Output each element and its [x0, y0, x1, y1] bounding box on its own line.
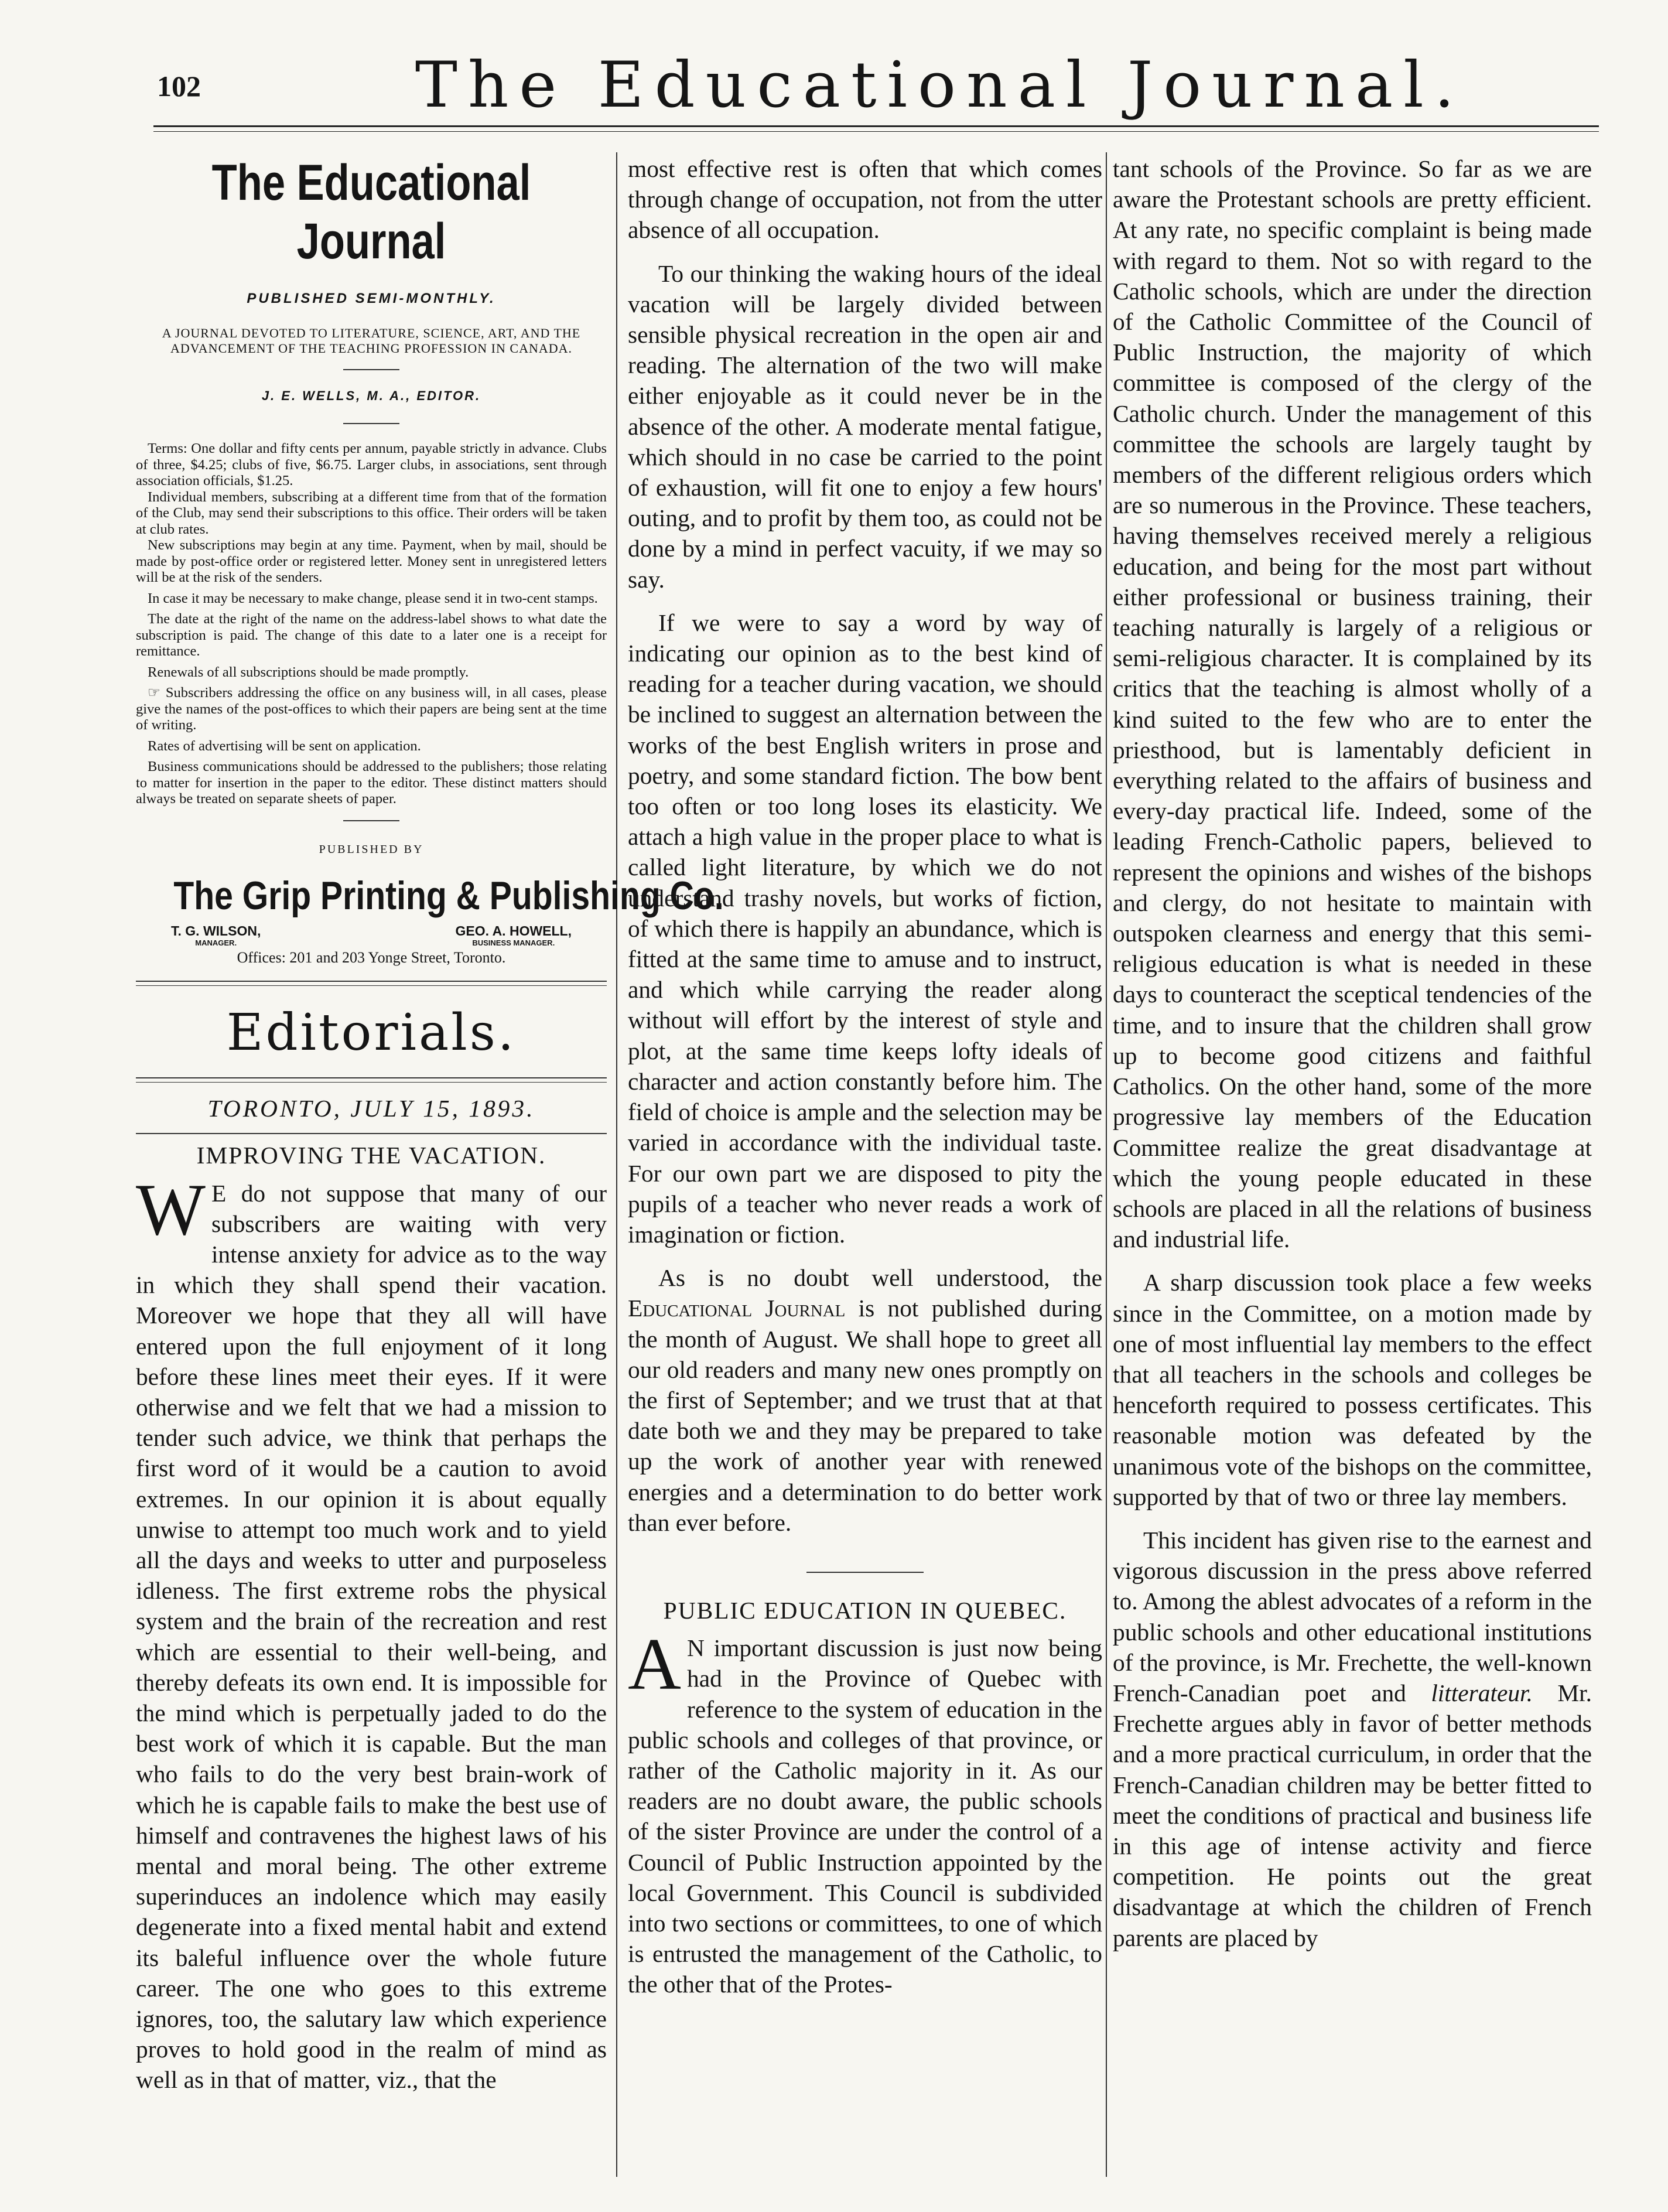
- manager-title: MANAGER.: [195, 938, 237, 948]
- article-heading: IMPROVING THE VACATION.: [196, 1142, 546, 1169]
- terms-item: In case it may be necessary to make change, please send it in two-cent stamps.: [148, 590, 598, 606]
- business-manager-name: GEO. A. HOWELL,: [455, 923, 572, 939]
- drop-cap: W: [136, 1169, 206, 1251]
- journal-title: The Educational Journal: [211, 155, 531, 269]
- column-3: [1113, 153, 1592, 1953]
- journal-description: A JOURNAL DEVOTED TO LITERATURE, SCIENCE, ART, AND THE ADVANCEMENT OF THE TEACHING PROFESSION IN CANADA.: [162, 326, 581, 356]
- drop-cap: A: [628, 1624, 681, 1706]
- manager: [171, 923, 261, 948]
- terms-item: ☞ Subscribers addressing the office on any business will, in all cases, please give the names of the post-offices to which their papers are being sent at the time of writing.: [136, 685, 607, 733]
- terms-item: Rates of advertising will be sent on application.: [148, 738, 421, 754]
- publisher-name: The Grip Printing & Publishing Co.: [173, 873, 724, 919]
- article-paragraph: [1113, 1525, 1592, 1953]
- rule: [343, 820, 399, 821]
- paragraph-text: N important discussion is just now being had in the Province of Quebec with reference to the system of education in the public schools and colleges of that province, or rather of the Catholic majority in it. As our readers are no doubt aware, the public schools of the sister Province are under the control of a Council of Public Instruction appointed by the local Government. This Council is subdivided into two sections or committees, to one of which is entrusted the management of the Catholic, to the other that of the Protes-: [628, 1634, 1102, 1998]
- article-paragraph: If we were to say a word by way of indicating our opinion as to the best kind of reading for a teacher during vacation, we should be inclined to suggest an alternation between the works of the best English writers in prose and poetry, and some standard fiction. The bow bent too often or too long loses its elasticity. We attach a high value in the proper place to what is called light literature, by which we do not understand trashy novels, but works of fiction, of which there is happily an abundance, which is fitted at the same time to amuse and to instruct, and which while carrying the reader along without will effort by the interest of style and plot, at the same time keeps lofty ideals of character and action constantly before him. The field of choice is ample and the selection may be varied in accordance with the individual taste. For our own part we are disposed to pity the pupils of a teacher who never reads a work of imagination or fiction.: [628, 609, 1102, 1248]
- rule: [343, 369, 399, 370]
- rule: [136, 1133, 607, 1134]
- offices-address: Offices: 201 and 203 Yonge Street, Toronto.: [237, 949, 506, 967]
- terms-item: Individual members, subscribing at a different time from that of the formation of the Club, may send their subscriptions to this office. Their orders will be taken at club rates.: [136, 489, 607, 537]
- column-divider: [1106, 152, 1107, 2177]
- masthead-title: The Educational Journal.: [415, 49, 1465, 122]
- journal-name: Educational Journal: [628, 1295, 846, 1322]
- article-paragraph: To our thinking the waking hours of the ideal vacation will be largely divided between sensible physical recreation in the open air and reading. The alternation of the two will make either enjoyable as it could never be in the absence of the other. A moderate mental fatigue, which should in no case be carried to the point of exhaustion, will fit one to enjoy a few hours' outing, and to profit by them too, as could not be done by a mind in perfect vacuity, if we may so say.: [628, 260, 1102, 593]
- column-1: [136, 153, 724, 2095]
- journal-subtitle: PUBLISHED SEMI-MONTHLY.: [247, 291, 496, 306]
- column-2: [628, 153, 1102, 2000]
- paragraph-text: This incident has given rise to the earnest and vigorous discussion in the press above referred to. Among the ablest advocates of a reform in the public schools and other educational institutions of the province, is Mr. Frechette, the well-known French-Canadian poet and: [1113, 1526, 1592, 1706]
- article-paragraph: [628, 1262, 1102, 1538]
- subscription-terms: [136, 441, 607, 807]
- article-heading: PUBLIC EDUCATION IN QUEBEC.: [663, 1596, 1067, 1624]
- publisher-staff: [136, 919, 607, 948]
- terms-item: Renewals of all subscriptions should be made promptly.: [148, 664, 469, 680]
- business-manager-title: BUSINESS MANAGER.: [472, 938, 555, 948]
- section-title: Editorials.: [226, 1003, 517, 1063]
- header-rule-thin: [153, 131, 1599, 132]
- manager-name: T. G. WILSON,: [171, 923, 261, 939]
- terms-item: New subscriptions may begin at any time. Payment, when by mail, should be made by post-office order or registered letter. Money sent in unregistered letters will be at the risk of the senders.: [136, 537, 607, 586]
- editor-line: J. E. WELLS, M. A., EDITOR.: [261, 388, 481, 404]
- paragraph-text: E do not suppose that many of our subscribers are waiting with very intense anxiety for advice as to the way in which they shall spend their vacation. Moreover we hope that they all will have entered upon the full enjoyment of it long before these lines meet their eyes. If it were otherwise and we felt that we had a mission to tender such advice, we think that perhaps the first word of it would be a caution to avoid extremes. In our opinion it is about equally unwise to attempt too much work and to yield all the days and weeks to utter and purposeless idleness. The first extreme robs the physical system and the brain of the recreation and rest which are essential to their well-being, and thereby defeats its own end. It is impossible for the mind which is perpetually jaded to do the best work of which it is capable. But the man who fails to do the very best brain-work of which he is capable fails to make the best use of himself and contravenes the highest laws of his mental and moral being. The other extreme superinduces an indolence which may easily degenerate into a fixed mental habit and extend its baleful influence over the whole future career. The one who goes to this extreme ignores, too, the salutary law which experience proves to hold good in the realm of mind as well as in that of matter, viz., that the: [136, 1179, 607, 2094]
- article-paragraph: most effective rest is often that which comes through change of occupation, not from the utter absence of all occupation.: [628, 155, 1102, 244]
- rule: [343, 423, 399, 424]
- article-paragraph: [136, 1169, 607, 2095]
- rule: [806, 1572, 924, 1573]
- italic-word: litterateur.: [1431, 1679, 1533, 1706]
- page-number: 102: [157, 70, 201, 103]
- rule: [136, 1077, 607, 1083]
- paragraph-text: is not published during the month of August. We shall hope to greet all our old readers and many new ones promptly on the first of September; and we trust that at that date both we and they may be prepared to take up the work of another year with renewed energies and a determination to do better work than ever before.: [628, 1295, 1102, 1536]
- dateline: TORONTO, JULY 15, 1893.: [207, 1095, 535, 1122]
- published-by: PUBLISHED BY: [319, 842, 424, 856]
- business-manager: [456, 923, 572, 948]
- terms-item: Business communications should be addressed to the publishers; those relating to matter for insertion in the paper to the editor. These distinct matters should always be treated on separate sheets of paper.: [136, 759, 607, 807]
- column-divider: [616, 152, 617, 2177]
- header-rule: [153, 125, 1599, 127]
- article-paragraph: A sharp discussion took place a few weeks since in the Committee, on a motion made by one of most influential lay members to the effect that all teachers in the schools and colleges be henceforth required to possess certificates. This reasonable motion was defeated by the unanimous vote of the bishops on the committee, supported by that of two or three lay members.: [1113, 1269, 1592, 1510]
- rule: [136, 981, 607, 986]
- terms-item: The date at the right of the name on the address-label shows to what date the subscription is paid. The change of this date to a later one is a receipt for remittance.: [136, 611, 607, 660]
- article-paragraph: tant schools of the Province. So far as we are aware the Protestant schools are pretty efficient. At any rate, no specific complaint is being made with regard to them. Not so with regard to the Catholic schools, which are under the direction of the Catholic Committee of the Council of Public Instruction, the majority of which committee is composed of the clergy of the Catholic church. Under the management of this committee the schools are largely taught by members of the different religious orders which are so numerous in the Province. These teachers, having themselves received merely a religious education, and being for the most part without either professional or business training, their teaching naturally is largely of a religious or semi-religious character. It is complained by its critics that the teaching is almost wholly of a kind suited to the few who are to enter the priesthood, but is lamentably deficient in everything related to the affairs of business and every-day practical life. Indeed, some of the leading French-Catholic papers, believed to represent the opinions and wishes of the bishops and clergy, do not hesitate to maintain with outspoken clearness and energy that this semi-religious education is what is needed in these days to counteract the sceptical tendencies of the time, and to insure that the children shall grow up to become good citizens and faithful Catholics. On the other hand, some of the more progressive lay members of the Education Committee realize the great disadvantage at which the young people educated in these schools are placed in all the relations of business and industrial life.: [1113, 155, 1592, 1253]
- paragraph-text: As is no doubt well understood, the: [658, 1264, 1102, 1292]
- paragraph-text: Mr. Frechette argues ably in favor of better methods and a more practical curriculum, in order that the French-Canadian children may be better fitted to meet the conditions of practical and business life in this age of intense activity and fierce competition. He points out the great disadvantage at which the children of French parents are placed by: [1113, 1679, 1592, 1951]
- article-paragraph: [628, 1624, 1102, 1999]
- terms-item: Terms: One dollar and fifty cents per annum, payable strictly in advance. Clubs of three, $4.25; clubs of five, $6.75. Larger clubs, in associations, sent through association officials, $1.25.: [136, 441, 607, 489]
